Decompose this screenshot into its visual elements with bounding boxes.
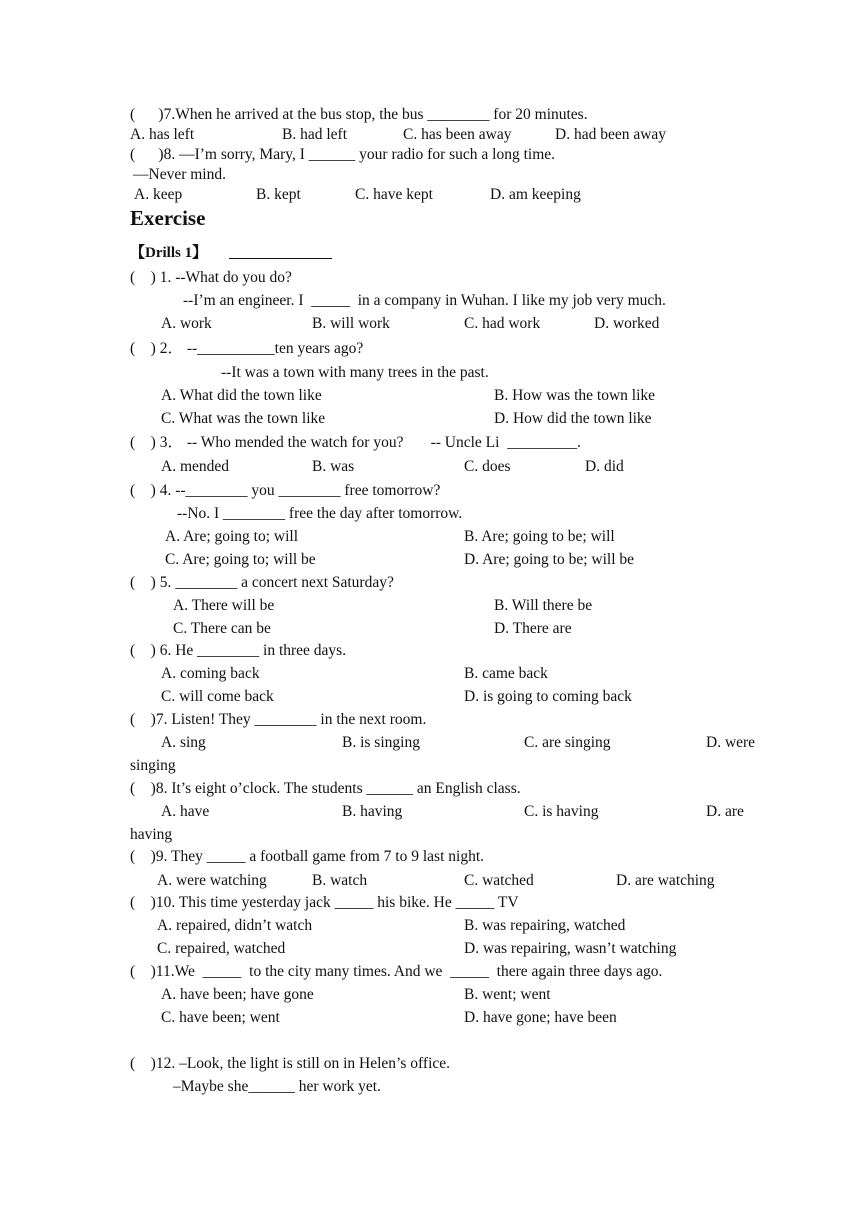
question-text: ( )8. —I’m sorry, Mary, I ______ your radio for such a long time. xyxy=(130,146,556,163)
option: C. does xyxy=(464,458,511,475)
option-wrap: singing xyxy=(130,757,176,774)
question-text: ( ) 2． --__________ten years ago? xyxy=(130,340,364,357)
option: C. What was the town like xyxy=(161,410,326,427)
question-text: ( )11.We _____ to the city many times. And we _____ there again three days ago. xyxy=(130,963,663,980)
option: C. watched xyxy=(464,872,534,889)
option: B. was xyxy=(312,458,355,475)
question-text: ( ) 1. --What do you do? xyxy=(130,269,292,286)
option: B. having xyxy=(342,803,403,820)
option: A. has left xyxy=(130,126,195,143)
option: C. have been; went xyxy=(161,1009,280,1026)
option: A. What did the town like xyxy=(161,387,322,404)
option: D. are xyxy=(706,803,744,820)
option: C. Are; going to; will be xyxy=(165,551,316,568)
option: D. is going to coming back xyxy=(464,688,632,705)
option: C. has been away xyxy=(403,126,512,143)
option: A. repaired, didn’t watch xyxy=(157,917,313,934)
question-text: ( )7.When he arrived at the bus stop, the bus ________ for 20 minutes. xyxy=(130,106,588,123)
question-text: ( ) 4. --________ you ________ free tomorrow? xyxy=(130,482,441,499)
question-text: ( )7. Listen! They ________ in the next room. xyxy=(130,711,427,728)
section-title: Exercise xyxy=(130,206,206,230)
option: A. There will be xyxy=(173,597,275,614)
question-text: ( )12. –Look, the light is still on in Helen’s office. xyxy=(130,1055,451,1072)
option: B. will work xyxy=(312,315,390,332)
option: D. How did the town like xyxy=(494,410,652,427)
option: B. had left xyxy=(282,126,347,143)
option: B. How was the town like xyxy=(494,387,656,404)
option: B. was repairing, watched xyxy=(464,917,626,934)
option: D. was repairing, wasn’t watching xyxy=(464,940,677,957)
option: B. is singing xyxy=(342,734,420,751)
option: B. watch xyxy=(312,872,368,889)
option: B. Will there be xyxy=(494,597,593,614)
question-reply: —Never mind. xyxy=(133,166,226,183)
option: A. mended xyxy=(161,458,230,475)
option: D. There are xyxy=(494,620,572,637)
option: B. kept xyxy=(256,186,301,203)
option: D. worked xyxy=(594,315,660,332)
option: D. am keeping xyxy=(490,186,581,203)
question-text: ( )10. This time yesterday jack _____ his bike. He _____ TV xyxy=(130,894,519,911)
question-text: --It was a town with many trees in the past. xyxy=(221,364,489,381)
question-text: ( ) 5. ________ a concert next Saturday? xyxy=(130,574,394,591)
option-wrap: having xyxy=(130,826,173,843)
option: C. had work xyxy=(464,315,541,332)
option: C. are singing xyxy=(524,734,611,751)
option: D. were xyxy=(706,734,756,751)
option: A. keep xyxy=(134,186,183,203)
question-text: --No. I ________ free the day after tomorrow. xyxy=(177,505,463,522)
option: A. sing xyxy=(161,734,206,751)
option: D. had been away xyxy=(555,126,667,143)
question-text: ( ) 6. He ________ in three days. xyxy=(130,642,347,659)
option: C. There can be xyxy=(173,620,271,637)
question-text: --I’m an engineer. I _____ in a company in Wuhan. I like my job very much. xyxy=(183,292,666,309)
option: C. repaired, watched xyxy=(157,940,286,957)
option: A. coming back xyxy=(161,665,260,682)
question-text: ( ) 3． -- Who mended the watch for you? -- Uncle Li _________. xyxy=(130,434,581,451)
drill-underline xyxy=(229,257,332,259)
option: B. Are; going to be; will xyxy=(464,528,615,545)
option: D. have gone; have been xyxy=(464,1009,617,1026)
option: D. are watching xyxy=(616,872,715,889)
option: A. work xyxy=(161,315,212,332)
option: B. went; went xyxy=(464,986,551,1003)
option: C. will come back xyxy=(161,688,274,705)
option: C. have kept xyxy=(355,186,433,203)
option: A. have been; have gone xyxy=(161,986,314,1003)
option: D. did xyxy=(585,458,624,475)
option: C. is having xyxy=(524,803,599,820)
question-text: –Maybe she______ her work yet. xyxy=(173,1078,381,1095)
option: A. have xyxy=(161,803,210,820)
option: A. Are; going to; will xyxy=(165,528,299,545)
drill-label: 【Drills 1】 xyxy=(130,245,208,261)
question-text: ( )8. It’s eight o’clock. The students ______ an English class. xyxy=(130,780,521,797)
option: D. Are; going to be; will be xyxy=(464,551,635,568)
option: B. came back xyxy=(464,665,548,682)
option: A. were watching xyxy=(157,872,267,889)
question-text: ( )9. They _____ a football game from 7 to 9 last night. xyxy=(130,848,484,865)
